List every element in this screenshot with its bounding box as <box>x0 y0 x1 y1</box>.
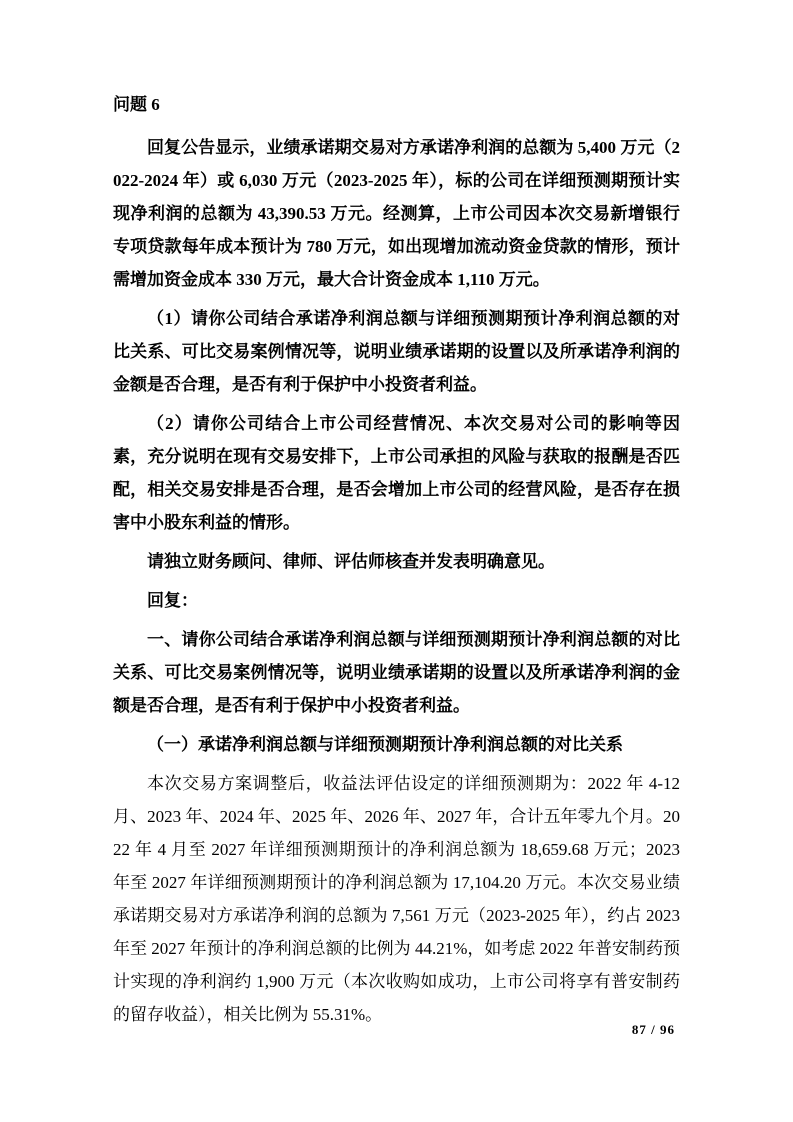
paragraph-intro: 回复公告显示，业绩承诺期交易对方承诺净利润的总额为 5,400 万元（2022-2024 年）或 6,030 万元（2023-2025 年），标的公司在详细预测期预计实现净利润的总额为 43,390.53 万元。经测算，上市公司因本次交易新增银行专项贷款每年成本预计为 780 万元，如出现增加流动资金贷款的情形，预计需增加资金成本 330 万元，最大合计资金成本 1,110 万元。 <box>113 138 680 289</box>
page-number: 87 / 96 <box>631 1022 675 1037</box>
paragraph-question-1: （1）请你公司结合承诺净利润总额与详细预测期预计净利润总额的对比关系、可比交易案例情况等，说明业绩承诺期的设置以及所承诺净利润的金额是否合理，是否有利于保护中小投资者利益。 <box>113 309 680 394</box>
page-title: 问题 6 <box>113 95 160 114</box>
paragraph-reply-label: 回复： <box>147 591 198 610</box>
paragraph-question-2: （2）请你公司结合上市公司经营情况、本次交易对公司的影响等因素，充分说明在现有交易安排下，上市公司承担的风险与获取的报酬是否匹配，相关交易安排是否合理，是否会增加上市公司的经营风险，是否存在损害中小股东利益的情形。 <box>113 414 680 532</box>
paragraph-section-one: 一、请你公司结合承诺净利润总额与详细预测期预计净利润总额的对比关系、可比交易案例情况等，说明业绩承诺期的设置以及所承诺净利润的金额是否合理，是否有利于保护中小投资者利益。 <box>113 630 680 715</box>
paragraph-subsection-heading: （一）承诺净利润总额与详细预测期预计净利润总额的对比关系 <box>147 735 623 754</box>
paragraph-verification-request: 请独立财务顾问、律师、评估师核查并发表明确意见。 <box>147 552 555 571</box>
paragraph-answer-body: 本次交易方案调整后，收益法评估设定的详细预测期为：2022 年 4-12 月、2023 年、2024 年、2025 年、2026 年、2027 年，合计五年零九个月。2022 年 4 月至 2027 年详细预测期预计的净利润总额为 18,659.68 万元；2023 年至 2027 年详细预测期预计的净利润总额为 17,104.20 万元。本次交易业绩承诺期交易对方承诺净利润的总额为 7,561 万元（2023-2025 年），约占 2023 年至 2027 年预计的净利润总额的比例为 44.21%，如考虑 2022 年普安制药预计实现的净利润约 1,900 万元（本次收购如成功，上市公司将享有普安制药的留存收益），相关比例为 55.31%。 <box>113 774 680 1024</box>
